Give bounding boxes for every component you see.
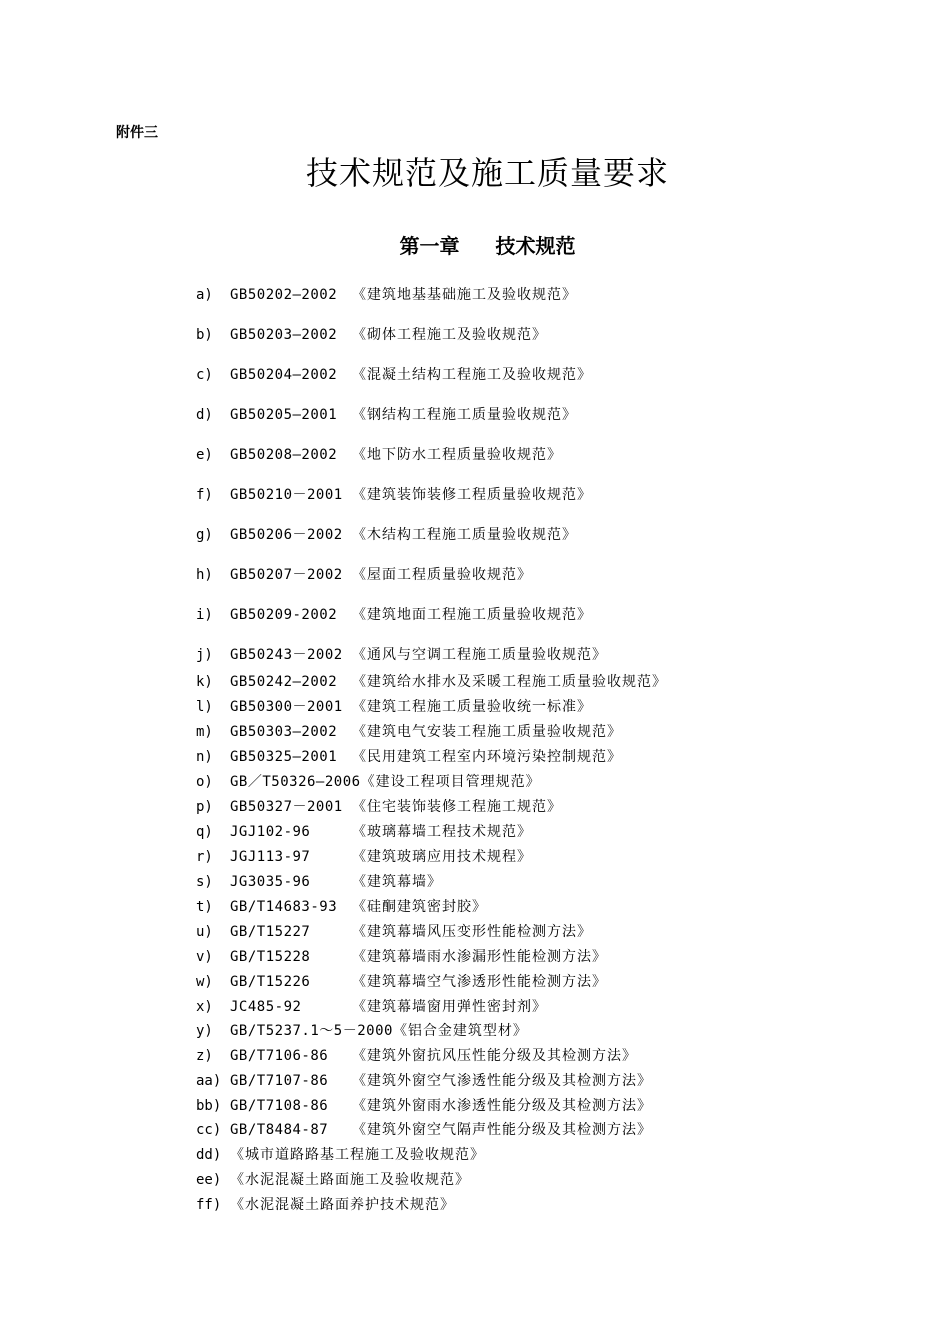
item-title: 《建筑外窗空气渗透性能分级及其检测方法》 [352, 1073, 652, 1089]
list-item [196, 606, 592, 624]
item-code: GB/T7106-86 [230, 1048, 329, 1064]
list-item [196, 646, 607, 664]
list-item [196, 1047, 637, 1065]
list-item [196, 673, 667, 691]
item-code: GB50242—2002 [230, 674, 338, 690]
item-title: 《砌体工程施工及验收规范》 [352, 327, 547, 343]
item-title: 《建筑玻璃应用技术规程》 [352, 849, 532, 865]
list-item [196, 1146, 485, 1164]
item-title: 《硅酮建筑密封胶》 [352, 899, 487, 915]
item-title: 《水泥混凝土路面养护技术规范》 [230, 1197, 455, 1213]
item-title: 《建筑装饰装修工程质量验收规范》 [352, 487, 592, 503]
item-marker: a) [196, 287, 213, 303]
item-marker: y) [196, 1023, 213, 1039]
item-marker: s) [196, 874, 213, 890]
item-marker: ff) [196, 1197, 222, 1213]
list-item [196, 723, 622, 741]
item-title: 《铝合金建筑型材》 [392, 1023, 528, 1039]
item-marker: dd) [196, 1147, 222, 1163]
item-marker: u) [196, 924, 213, 940]
list-item [196, 486, 592, 504]
item-marker: cc) [196, 1122, 222, 1138]
list-item [196, 446, 562, 464]
item-title: 《建筑给水排水及采暖工程施工质量验收规范》 [352, 674, 667, 690]
item-code: GB50206－2002 [230, 527, 343, 543]
list-item [196, 1171, 470, 1189]
list-item [196, 848, 532, 866]
item-title: 《地下防水工程质量验收规范》 [352, 447, 562, 463]
item-code: GB/T8484-87 [230, 1122, 329, 1138]
item-code: JG3035-96 [230, 874, 311, 890]
item-title: 《建筑工程施工质量验收统一标准》 [352, 699, 592, 715]
list-item [196, 923, 592, 941]
list-item [196, 823, 532, 841]
list-item [196, 1072, 652, 1090]
item-marker: m) [196, 724, 213, 740]
list-item [196, 566, 532, 584]
item-marker: e) [196, 447, 213, 463]
item-title: 《建筑电气安装工程施工质量验收规范》 [352, 724, 622, 740]
attachment-label: 附件三 [116, 125, 158, 141]
list-item [196, 326, 547, 344]
item-marker: j) [196, 647, 213, 663]
item-title: 《建筑幕墙空气渗透形性能检测方法》 [352, 974, 607, 990]
item-code: GB50209-2002 [230, 607, 338, 623]
item-title: 《建筑地基基础施工及验收规范》 [352, 287, 577, 303]
list-item [196, 898, 487, 916]
item-code: GB/T15227 [230, 924, 311, 940]
item-marker: r) [196, 849, 213, 865]
item-code: GB50208—2002 [230, 447, 338, 463]
list-item [196, 526, 577, 544]
item-code: GB50202—2002 [230, 287, 338, 303]
list-item [196, 286, 577, 304]
chapter-name: 技术规范 [495, 234, 576, 258]
item-title: 《建筑外窗抗风压性能分级及其检测方法》 [352, 1048, 637, 1064]
item-marker: d) [196, 407, 213, 423]
item-code: JGJ113-97 [230, 849, 311, 865]
document-title: 技术规范及施工质量要求 [305, 154, 669, 192]
list-item [196, 973, 607, 991]
item-marker: n) [196, 749, 213, 765]
list-item [196, 873, 442, 891]
item-marker: w) [196, 974, 213, 990]
item-marker: q) [196, 824, 213, 840]
item-title: 《建筑幕墙》 [352, 874, 442, 890]
item-marker: o) [196, 774, 213, 790]
item-title: 《钢结构工程施工质量验收规范》 [352, 407, 577, 423]
item-marker: t) [196, 899, 213, 915]
item-code: GB50203—2002 [230, 327, 338, 343]
list-item [196, 1022, 528, 1040]
list-item [196, 998, 547, 1016]
list-item [196, 748, 622, 766]
list-item [196, 1097, 652, 1115]
item-code: GB50210－2001 [230, 487, 343, 503]
item-marker: aa) [196, 1073, 222, 1089]
item-marker: l) [196, 699, 213, 715]
item-title: 《城市道路路基工程施工及验收规范》 [230, 1147, 485, 1163]
item-marker: x) [196, 999, 213, 1015]
item-marker: g) [196, 527, 213, 543]
item-marker: c) [196, 367, 213, 383]
list-item [196, 366, 592, 384]
item-code: GB/T15226 [230, 974, 311, 990]
item-code: GB50325—2001 [230, 749, 338, 765]
list-item [196, 698, 592, 716]
item-marker: bb) [196, 1098, 222, 1114]
item-title: 《玻璃幕墙工程技术规范》 [352, 824, 532, 840]
list-item [196, 798, 562, 816]
item-title: 《建筑外窗空气隔声性能分级及其检测方法》 [352, 1122, 652, 1138]
item-code: GB/T15228 [230, 949, 311, 965]
item-title: 《木结构工程施工质量验收规范》 [352, 527, 577, 543]
item-code: GB/T7107-86 [230, 1073, 329, 1089]
item-code: GB50204—2002 [230, 367, 338, 383]
item-code: GB／T50326—2006 [230, 774, 361, 790]
item-code: GB50300－2001 [230, 699, 343, 715]
item-code: GB/T5237.1～5－2000 [230, 1023, 393, 1039]
item-title: 《通风与空调工程施工质量验收规范》 [352, 647, 607, 663]
item-marker: b) [196, 327, 213, 343]
item-title: 《建筑幕墙窗用弹性密封剂》 [352, 999, 547, 1015]
item-marker: k) [196, 674, 213, 690]
list-item [196, 948, 607, 966]
item-marker: i) [196, 607, 213, 623]
list-item [196, 1121, 652, 1139]
item-title: 《屋面工程质量验收规范》 [352, 567, 532, 583]
item-code: GB50327－2001 [230, 799, 343, 815]
list-item [196, 406, 577, 424]
list-item [196, 773, 541, 791]
item-marker: f) [196, 487, 213, 503]
item-title: 《建筑幕墙雨水渗漏形性能检测方法》 [352, 949, 607, 965]
item-title: 《建设工程项目管理规范》 [360, 774, 541, 790]
chapter-heading [0, 230, 950, 259]
item-code: GB50303—2002 [230, 724, 338, 740]
chapter-number: 第一章 [399, 234, 460, 258]
item-marker: ee) [196, 1172, 222, 1188]
item-code: GB50205—2001 [230, 407, 338, 423]
item-code: GB50243－2002 [230, 647, 343, 663]
item-title: 《建筑幕墙风压变形性能检测方法》 [352, 924, 592, 940]
item-title: 《水泥混凝土路面施工及验收规范》 [230, 1172, 470, 1188]
item-marker: v) [196, 949, 213, 965]
item-marker: p) [196, 799, 213, 815]
item-code: GB/T7108-86 [230, 1098, 329, 1114]
item-marker: z) [196, 1048, 213, 1064]
item-code: GB/T14683-93 [230, 899, 338, 915]
item-title: 《建筑地面工程施工质量验收规范》 [352, 607, 592, 623]
list-item [196, 1196, 455, 1214]
item-code: JGJ102-96 [230, 824, 311, 840]
item-code: GB50207－2002 [230, 567, 343, 583]
item-title: 《混凝土结构工程施工及验收规范》 [352, 367, 592, 383]
item-code: JC485-92 [230, 999, 302, 1015]
item-title: 《民用建筑工程室内环境污染控制规范》 [352, 749, 622, 765]
item-marker: h) [196, 567, 213, 583]
item-title: 《住宅装饰装修工程施工规范》 [352, 799, 562, 815]
item-title: 《建筑外窗雨水渗透性能分级及其检测方法》 [352, 1098, 652, 1114]
